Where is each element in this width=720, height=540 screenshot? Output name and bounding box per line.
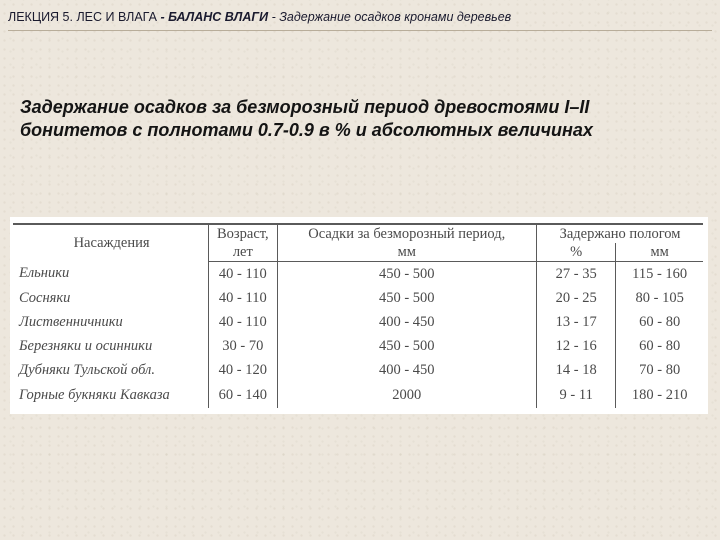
cell-precip: 450 - 500 [277, 334, 537, 358]
cell-stand: Ельники [19, 265, 70, 282]
header-age-line1: Возраст, [209, 224, 277, 243]
table-row [13, 358, 703, 382]
lecture-label: ЛЕКЦИЯ 5. ЛЕС И ВЛАГА [8, 10, 157, 24]
table-row [13, 310, 703, 334]
header-row-1 [13, 224, 703, 243]
table-row [13, 262, 703, 287]
table-row [13, 286, 703, 310]
cell-stand: Сосняки [19, 289, 71, 306]
cell-precip: 2000 [277, 382, 537, 408]
cell-percent: 20 - 25 [537, 286, 616, 310]
title-line-1: Задержание осадков за безморозный период древостоями I–II [20, 97, 590, 117]
cell-precip: 450 - 500 [277, 286, 537, 310]
cell-mm: 60 - 80 [616, 334, 703, 358]
cell-stand: Лиственничники [19, 313, 123, 330]
cell-percent: 9 - 11 [537, 382, 616, 408]
title-line-2: бонитетов с полнотами 0.7-0.9 в % и абсолютных величинах [20, 120, 593, 140]
slide-title [20, 96, 700, 142]
cell-stand: Горные букняки Кавказа [19, 386, 170, 403]
table-row [13, 334, 703, 358]
cell-age: 60 - 140 [209, 382, 277, 408]
cell-percent: 14 - 18 [537, 358, 616, 382]
header-precip-line2: мм [277, 243, 537, 262]
cell-mm: 70 - 80 [616, 358, 703, 382]
cell-age: 40 - 110 [209, 262, 277, 287]
cell-mm: 180 - 210 [616, 382, 703, 408]
header-stand: Насаждения [73, 235, 150, 252]
precipitation-table [13, 223, 703, 408]
cell-stand: Дубняки Тульской обл. [19, 361, 155, 378]
cell-mm: 115 - 160 [616, 262, 703, 287]
header-precip-line1: Осадки за безморозный период, [277, 224, 537, 243]
cell-age: 30 - 70 [209, 334, 277, 358]
header-mm: мм [616, 243, 703, 262]
cell-precip: 450 - 500 [277, 262, 537, 287]
table-image [10, 217, 708, 414]
header-percent: % [537, 243, 616, 262]
table-row [13, 382, 703, 408]
header-age-line2: лет [209, 243, 277, 262]
cell-percent: 27 - 35 [537, 262, 616, 287]
cell-percent: 12 - 16 [537, 334, 616, 358]
header-divider [8, 30, 712, 31]
topic-label: - Задержание осадков кронами деревьев [271, 10, 512, 24]
cell-percent: 13 - 17 [537, 310, 616, 334]
cell-precip: 400 - 450 [277, 358, 537, 382]
slide-header [8, 6, 714, 28]
cell-age: 40 - 120 [209, 358, 277, 382]
header-retained: Задержано пологом [537, 224, 703, 243]
cell-precip: 400 - 450 [277, 310, 537, 334]
cell-age: 40 - 110 [209, 310, 277, 334]
section-label: - БАЛАНС ВЛАГИ [160, 10, 269, 24]
cell-mm: 60 - 80 [616, 310, 703, 334]
cell-mm: 80 - 105 [616, 286, 703, 310]
cell-age: 40 - 110 [209, 286, 277, 310]
cell-stand: Березняки и осинники [19, 337, 153, 354]
